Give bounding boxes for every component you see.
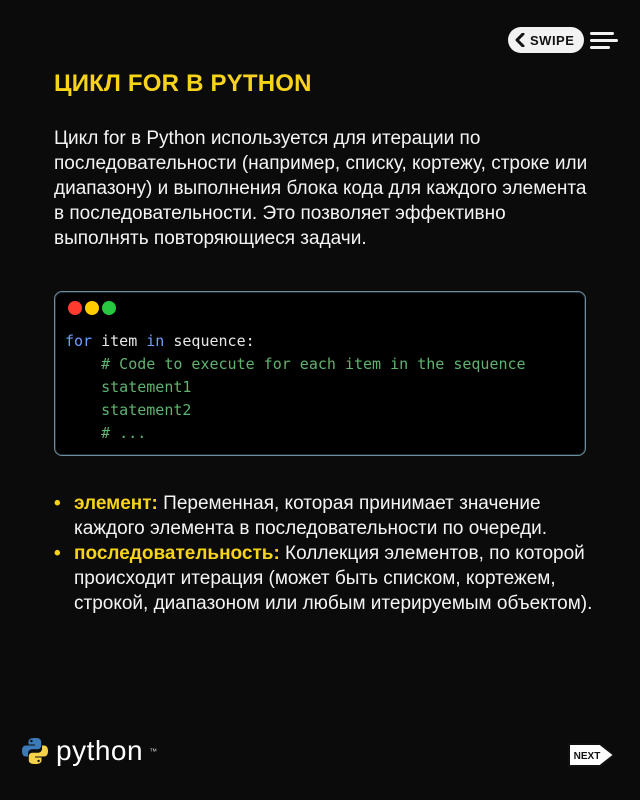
- trademark: ™: [149, 746, 158, 756]
- python-snake-icon: [20, 736, 50, 766]
- swipe-label: SWIPE: [530, 32, 575, 48]
- swipe-pill[interactable]: [508, 27, 584, 53]
- bullet-text: Переменная, которая принимает значение каждого элемента в последовательности по очереди.: [74, 493, 548, 539]
- maximize-dot-icon: [102, 301, 116, 315]
- code-line-2: # Code to execute for each item in the sequence: [65, 355, 526, 373]
- minimize-dot-icon: [85, 301, 99, 315]
- list-item: [54, 491, 614, 541]
- code-keyword: in: [146, 332, 165, 350]
- bullet-list: [54, 491, 614, 616]
- bullet-term: элемент:: [74, 493, 158, 514]
- page-title: ЦИКЛ FOR В PYTHON: [54, 70, 312, 97]
- bullet-dot-icon: •: [54, 543, 61, 564]
- next-arrow-icon: [566, 738, 618, 772]
- code-block: [65, 330, 526, 445]
- swipe-indicator[interactable]: [508, 27, 618, 53]
- next-label: NEXT: [573, 751, 601, 762]
- next-button[interactable]: [566, 738, 618, 777]
- code-text: item: [92, 332, 147, 350]
- bullet-term: последовательность:: [74, 543, 280, 564]
- code-window: [54, 291, 586, 456]
- chevron-left-icon: [514, 33, 526, 47]
- close-dot-icon: [68, 301, 82, 315]
- bullet-dot-icon: •: [54, 493, 61, 514]
- intro-text: Цикл for в Python используется для итерации по последовательности (например, списку, кортежу, строке или диапазону) и выполнения блока кода для каждого элемента в последовательности. Это позволяет эффективно выполнять повторяющиеся задачи.: [54, 128, 588, 249]
- code-line-3: statement1: [65, 378, 192, 396]
- list-item: [54, 541, 614, 616]
- code-line-4: statement2: [65, 401, 192, 419]
- python-logo: [20, 735, 157, 767]
- window-controls: [68, 301, 116, 315]
- code-keyword: for: [65, 332, 93, 350]
- bullet-text: Коллекция элементов, по которой происходит итерация (может быть списком, кортежем, строкой, диапазоном или любым итерируемым объектом).: [74, 543, 593, 614]
- python-wordmark: python: [56, 735, 144, 766]
- code-text: sequence:: [164, 332, 255, 350]
- menu-lines-icon: [590, 32, 618, 49]
- code-line-1: [65, 330, 526, 353]
- code-line-5: # ...: [65, 424, 147, 442]
